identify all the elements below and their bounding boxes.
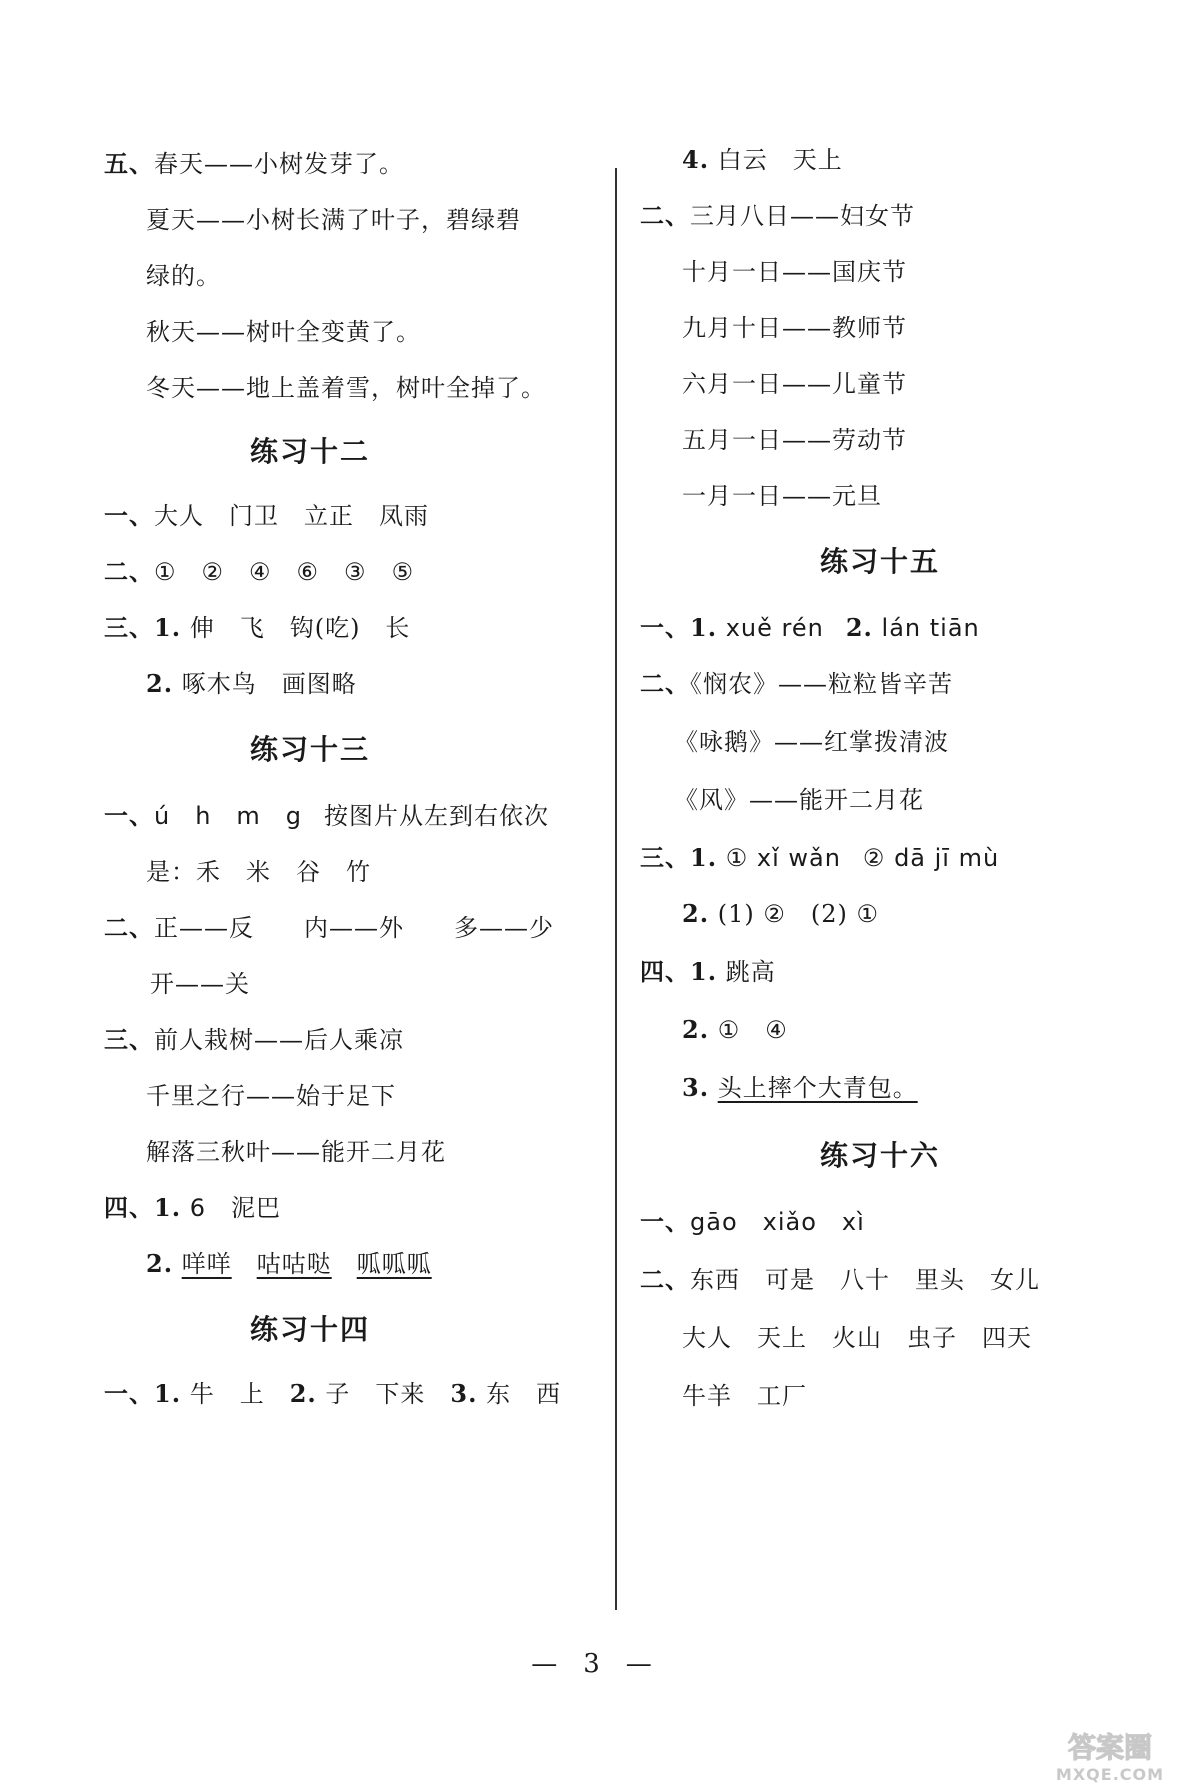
- ex12-q2: 二、① ② ④ ⑥ ③ ⑤: [104, 557, 415, 586]
- holidays-line-5: 五月一日——劳动节: [682, 426, 907, 454]
- answer-5-line-2: 夏天——小树长满了叶子，碧绿碧: [146, 206, 521, 234]
- answer-5-line-5: 冬天——地上盖着雪，树叶全掉了。: [146, 374, 546, 402]
- ex13-q4-1: 四、1. 6 泥巴: [104, 1193, 281, 1222]
- ex15-q3-1: 三、1. ① xǐ wǎn ② dā jī mù: [640, 843, 1000, 872]
- holidays-line-1: 二、三月八日——妇女节: [640, 201, 915, 230]
- ex12-q3-2: 2. 啄木鸟 画图略: [146, 669, 357, 698]
- watermark-text: 答案圈: [1067, 1731, 1153, 1764]
- holidays-line-6: 一月一日——元旦: [682, 482, 882, 510]
- ex15-q4-3: 3. 头上摔个大青包。: [682, 1073, 918, 1102]
- exercise-16-title: 练习十六: [819, 1139, 940, 1172]
- answer-5-line-3: 绿的。: [146, 262, 221, 290]
- ex15-q4-2: 2. ① ④: [682, 1015, 788, 1044]
- ex13-q2-line-2: 开——关: [150, 970, 250, 998]
- column-divider: [615, 168, 617, 1610]
- holidays-line-2: 十月一日——国庆节: [682, 258, 907, 286]
- ex15-q2-line-3: 《风》——能开二月花: [674, 786, 924, 814]
- exercise-13-title: 练习十三: [249, 733, 370, 766]
- ex15-q1: 一、1. xuě rén 2. lán tiān: [640, 613, 980, 642]
- ex15-q2-line-2: 《咏鹅》——红掌拨清波: [674, 728, 949, 756]
- exercise-15-title: 练习十五: [819, 545, 940, 578]
- ex15-q4-1: 四、1. 跳高: [640, 957, 776, 986]
- holidays-line-3: 九月十日——教师节: [682, 314, 907, 342]
- exercise-12-title: 练习十二: [249, 435, 370, 468]
- holidays-line-4: 六月一日——儿童节: [682, 370, 907, 398]
- ex13-q4-2: 2. 咩咩 咕咕哒 呱呱呱: [146, 1249, 432, 1278]
- ex15-q3-2: 2. (1) ② (2) ①: [682, 899, 879, 928]
- page-number: — 3 —: [531, 1649, 652, 1679]
- ex13-q3-line-3: 解落三秋叶——能开二月花: [146, 1138, 446, 1166]
- watermark-logo: [1040, 1725, 1180, 1785]
- ex13-q2-line-1: 二、正——反 内——外 多——少: [104, 913, 554, 942]
- watermark-url: MXQE.COM: [1055, 1765, 1165, 1784]
- answer-5-line-4: 秋天——树叶全变黄了。: [146, 318, 421, 346]
- ex15-q2-line-1: 二、《悯农》——粒粒皆辛苦: [640, 669, 953, 698]
- ex13-q1-line-1: 一、ú h m g 按图片从左到右依次: [104, 801, 550, 830]
- ex13-q3-line-2: 千里之行——始于足下: [146, 1082, 396, 1110]
- ex13-q3-line-1: 三、前人栽树——后人乘凉: [104, 1025, 404, 1054]
- ex16-q2-line-3: 牛羊 工厂: [682, 1382, 807, 1410]
- ex12-q1: 一、大人 门卫 立正 凤雨: [104, 501, 429, 530]
- ex16-q1: 一、gāo xiǎo xì: [640, 1207, 865, 1236]
- ex12-q3-1: 三、1. 伸 飞 钩(吃) 长: [104, 613, 411, 642]
- answer-5-line-1: 五、春天——小树发芽了。: [104, 149, 404, 178]
- exercise-14-title: 练习十四: [249, 1313, 370, 1346]
- ex16-q2-line-1: 二、东西 可是 八十 里头 女儿: [640, 1265, 1040, 1294]
- ex13-q1-line-2: 是：禾 米 谷 竹: [146, 858, 371, 886]
- ex14-q1: 一、1. 牛 上 2. 子 下来 3. 东 西: [104, 1379, 562, 1408]
- ex16-q2-line-2: 大人 天上 火山 虫子 四天: [682, 1324, 1032, 1352]
- answer-4-continued: 4. 白云 天上: [682, 145, 843, 174]
